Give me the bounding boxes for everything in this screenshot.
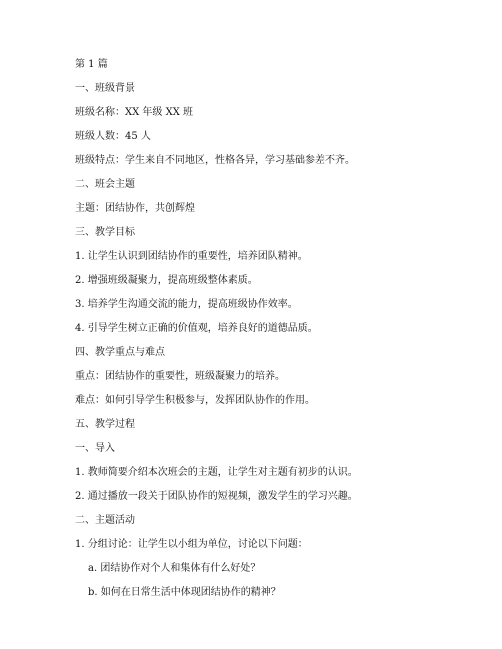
- section-title-process: 五、教学过程: [75, 419, 135, 430]
- section-title-theme: 二、班会主题: [75, 179, 135, 190]
- class-traits-line: 班级特点：学生来自不同地区，性格各异，学习基础参差不齐。: [75, 155, 355, 166]
- section-title-background: 一、班级背景: [75, 83, 135, 94]
- discussion-question: b. 如何在日常生活中体现团结协作的精神？: [88, 587, 281, 598]
- discussion-question: a. 团结协作对个人和集体有什么好处？: [88, 563, 261, 574]
- subsection-title-intro: 一、导入: [75, 443, 115, 454]
- key-point-line: 重点：团结协作的重要性，班级凝聚力的培养。: [75, 371, 285, 382]
- goal-item: 2. 增强班级凝聚力，提高班级整体素质。: [75, 275, 258, 286]
- document-heading: 第 1 篇: [75, 59, 108, 70]
- goal-item: 1. 让学生认识到团结协作的重要性，培养团队精神。: [75, 251, 308, 262]
- class-name-line: 班级名称：XX 年级 XX 班: [75, 107, 194, 118]
- intro-item: 1. 教师简要介绍本次班会的主题，让学生对主题有初步的认识。: [75, 467, 358, 478]
- intro-item: 2. 通过播放一段关于团队协作的短视频，激发学生的学习兴趣。: [75, 491, 358, 502]
- section-title-goals: 三、教学目标: [75, 227, 135, 238]
- section-title-key-points: 四、教学重点与难点: [75, 347, 165, 358]
- goal-item: 4. 引导学生树立正确的价值观，培养良好的道德品质。: [75, 323, 318, 334]
- theme-line: 主题：团结协作，共创辉煌: [75, 203, 195, 214]
- activity-item: 1. 分组讨论：让学生以小组为单位，讨论以下问题：: [75, 539, 308, 550]
- subsection-title-activity: 二、主题活动: [75, 515, 135, 526]
- difficulty-line: 难点：如何引导学生积极参与，发挥团队协作的作用。: [75, 395, 315, 406]
- class-count-line: 班级人数：45 人: [75, 131, 151, 142]
- goal-item: 3. 培养学生沟通交流的能力，提高班级协作效率。: [75, 299, 298, 310]
